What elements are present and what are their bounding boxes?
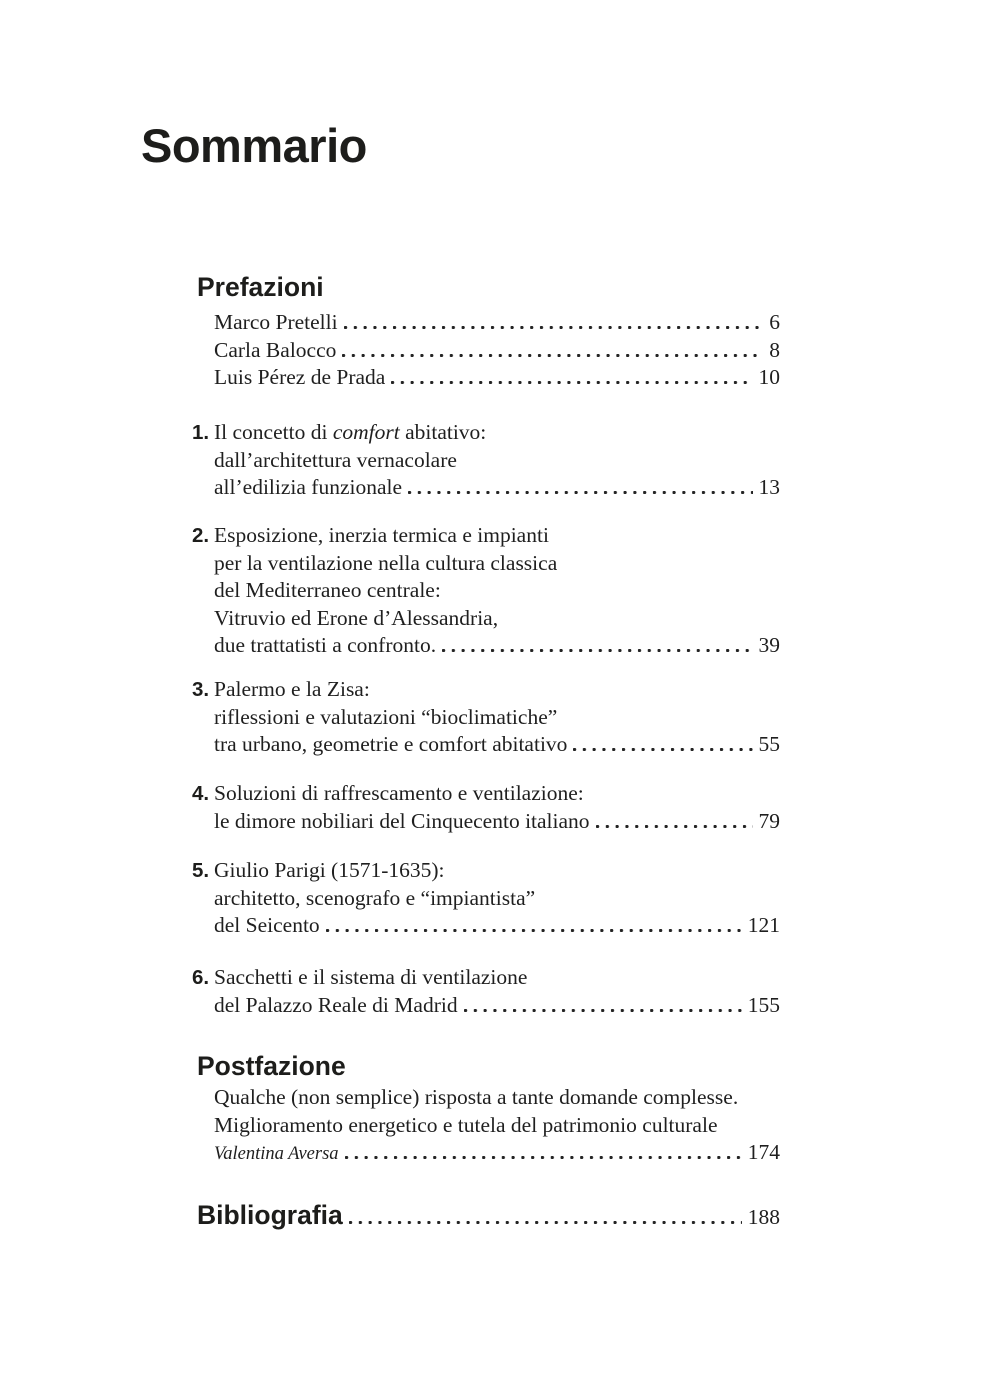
dot-leader: [458, 1011, 745, 1012]
toc-entry: [214, 337, 780, 365]
toc-entry: [214, 364, 780, 392]
chapter-number: 4.: [192, 782, 210, 805]
page-number: 188: [747, 1205, 780, 1229]
chapter-line: riflessioni e valutazioni “bioclimatiche”: [214, 704, 558, 729]
chapter-last-line: [214, 912, 780, 940]
chapter-line: per la ventilazione nella cultura classica: [214, 550, 558, 575]
chapter-line: Esposizione, inerzia termica e impianti: [214, 523, 549, 547]
chapter-line-text: del Palazzo Reale di Madrid: [214, 992, 458, 1017]
chapter-last-line: [214, 808, 780, 836]
bibliografia: [192, 1199, 780, 1231]
postfazione-line: Miglioramento energetico e tutela del patrimonio culturale: [214, 1112, 718, 1137]
chapter-line: Soluzioni di raffrescamento e ventilazione:: [214, 781, 584, 805]
chapter-number: 5.: [192, 859, 210, 882]
chapter-title-text: abitativo:: [399, 420, 487, 444]
postfazione-line: Qualche (non semplice) risposta a tante domande complesse.: [214, 1085, 739, 1109]
page-title: Sommario: [141, 119, 367, 172]
chapter-number: 6.: [192, 966, 210, 989]
bibliografia-heading: Bibliografia: [197, 1200, 343, 1230]
chapter-line: Sacchetti e il sistema di ventilazione: [214, 965, 528, 989]
postfazione-heading: Postfazione: [197, 1051, 346, 1081]
toc-entry-text: Carla Balocco: [214, 337, 337, 362]
chapter-last-line: [214, 992, 780, 1020]
page-number: 10: [758, 365, 780, 389]
page-number: 55: [758, 732, 780, 756]
page-number: 155: [747, 992, 780, 1017]
chapter-number: 2.: [192, 524, 210, 547]
chapter-line-text: all’edilizia funzionale: [214, 475, 403, 499]
toc-chapter-6: [192, 964, 780, 1019]
chapter-title-line: [214, 419, 780, 447]
page-number: 39: [758, 633, 780, 657]
chapter-last-line: [214, 474, 780, 502]
prefazioni-heading: Prefazioni: [197, 272, 324, 302]
chapter-last-line: [214, 632, 780, 660]
toc-chapter-4: [192, 780, 780, 835]
dot-leader: [339, 1158, 745, 1159]
chapter-line: Palermo e la Zisa:: [214, 677, 370, 701]
dot-leader: [567, 750, 755, 751]
toc-entry-text: Marco Pretelli: [214, 310, 338, 334]
toc-chapter-1: [192, 419, 780, 502]
page-number: 13: [758, 475, 780, 499]
page-number: 8: [769, 337, 780, 362]
dot-leader: [338, 328, 767, 329]
postfazione-body: [192, 1084, 780, 1169]
dot-leader: [590, 827, 756, 828]
page-number: 121: [747, 913, 780, 937]
chapter-number: 3.: [192, 678, 210, 701]
prefazioni-entries: [192, 309, 780, 392]
chapter-line-text: del Seicento: [214, 913, 320, 937]
dot-leader: [436, 651, 755, 652]
page-number: 174: [747, 1140, 780, 1164]
dot-leader: [385, 383, 755, 384]
toc-chapter-3: [192, 676, 780, 759]
chapter-number: 1.: [192, 421, 210, 444]
toc-chapter-5: [192, 857, 780, 940]
chapter-line: Giulio Parigi (1571-1635):: [214, 858, 445, 882]
page-number: 79: [758, 808, 780, 833]
chapter-line: del Mediterraneo centrale:: [214, 578, 441, 602]
chapter-line-text: le dimore nobiliari del Cinquecento italiano: [214, 808, 590, 833]
chapter-line-text: tra urbano, geometrie e comfort abitativo: [214, 732, 568, 756]
author-name: Valentina Aversa: [214, 1144, 339, 1164]
dot-leader: [402, 493, 755, 494]
chapter-title-italic: comfort: [332, 420, 400, 444]
toc-entry-text: Luis Pérez de Prada: [214, 365, 386, 389]
dot-leader: [320, 931, 745, 932]
dot-leader: [336, 356, 766, 357]
chapter-line: architetto, scenografo e “impiantista”: [214, 885, 536, 910]
toc-entry: [214, 309, 780, 337]
chapter-line: Vitruvio ed Erone d’Alessandria,: [214, 605, 499, 630]
chapter-title-text: Il concetto di: [214, 420, 333, 444]
page-number: 6: [769, 310, 780, 334]
postfazione-author-line: [214, 1139, 780, 1169]
chapter-line-text: due trattatisti a confronto.: [214, 633, 437, 657]
dot-leader: [343, 1223, 745, 1224]
chapter-line: dall’architettura vernacolare: [214, 447, 457, 472]
toc-chapter-2: [192, 522, 780, 660]
chapter-last-line: [214, 731, 780, 759]
